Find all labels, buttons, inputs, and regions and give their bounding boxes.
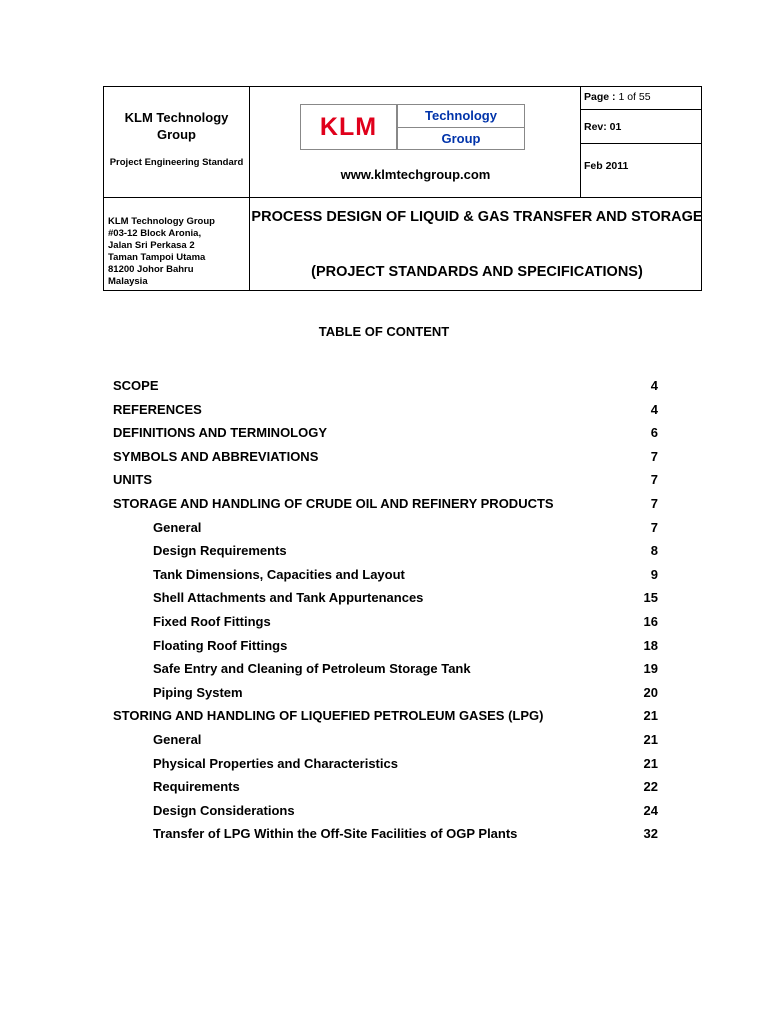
toc-entry[interactable] (113, 778, 658, 802)
toc-entry-label: Shell Attachments and Tank Appurtenances (153, 590, 424, 606)
toc-entry-page: 21 (643, 708, 658, 724)
toc-entry-label: REFERENCES (113, 401, 202, 417)
toc-entry[interactable] (113, 684, 658, 708)
toc-heading: TABLE OF CONTENT (318, 324, 450, 339)
logo-group-text: Group (441, 131, 481, 146)
toc-entry-label: STORING AND HANDLING OF LIQUEFIED PETROLEUM GASES (LPG) (113, 708, 544, 724)
divider (580, 109, 701, 110)
toc-entry-label: Floating Roof Fittings (153, 637, 288, 653)
toc-entry-page: 7 (650, 448, 658, 464)
toc-entry-label: Design Considerations (153, 802, 295, 818)
toc-entry-page: 8 (650, 543, 658, 559)
document-title: PROCESS DESIGN OF LIQUID & GAS TRANSFER AND STORAGE (251, 209, 703, 225)
toc-entry-page: 19 (643, 661, 658, 677)
toc-entry-label: Physical Properties and Characteristics (153, 755, 398, 771)
divider (580, 87, 581, 197)
document-type: Project Engineering Standard (109, 157, 244, 168)
toc-entry[interactable] (113, 377, 658, 401)
toc-entry[interactable] (113, 825, 658, 849)
divider (580, 143, 701, 144)
revision: Rev: 01 (584, 121, 622, 133)
website-url: www.klmtechgroup.com (340, 167, 491, 182)
toc-entry-label: Fixed Roof Fittings (153, 613, 271, 629)
toc-entry-page: 21 (643, 755, 658, 771)
page-value: 1 of 55 (618, 91, 651, 103)
logo-text-box (397, 104, 525, 150)
company-address: KLM Technology Group #03-12 Block Aronia, Jalan Sri Perkasa 2 Taman Tampoi Utama 81200 Johor Bahru Malaysia (108, 216, 215, 287)
toc-entry[interactable] (113, 731, 658, 755)
toc-entry[interactable] (113, 660, 658, 684)
divider (249, 87, 250, 290)
toc-entry-page: 18 (643, 637, 658, 653)
toc-entry-label: Transfer of LPG Within the Off-Site Facilities of OGP Plants (153, 826, 518, 842)
document-subtitle: (PROJECT STANDARDS AND SPECIFICATIONS) (311, 264, 643, 280)
logo-klm-text: KLM (319, 112, 378, 141)
toc-entry[interactable] (113, 707, 658, 731)
toc-entry-page: 6 (650, 425, 658, 441)
toc-entry[interactable] (113, 542, 658, 566)
toc-entry-label: DEFINITIONS AND TERMINOLOGY (113, 425, 328, 441)
toc-entry-page: 24 (643, 802, 658, 818)
page-label: Page : (584, 91, 616, 103)
toc-entry-page: 9 (650, 566, 658, 582)
toc-entry-page: 4 (650, 401, 658, 417)
logo-klm-box (300, 104, 397, 150)
toc-entry-label: Safe Entry and Cleaning of Petroleum Storage Tank (153, 661, 471, 677)
toc-entry-page: 15 (643, 590, 658, 606)
toc-entry-label: STORAGE AND HANDLING OF CRUDE OIL AND REFINERY PRODUCTS (113, 495, 554, 511)
toc-entry[interactable] (113, 495, 658, 519)
toc-entry-label: General (153, 519, 202, 535)
page-indicator (584, 91, 651, 103)
toc-entry-label: SCOPE (113, 378, 159, 393)
toc-entry-page: 7 (650, 472, 658, 488)
toc-entry[interactable] (113, 802, 658, 826)
toc-entry[interactable] (113, 471, 658, 495)
toc-entry[interactable] (113, 589, 658, 613)
toc-entry-page: 21 (643, 731, 658, 747)
toc-entry-page: 32 (643, 826, 658, 842)
toc-entry-page: 4 (650, 378, 658, 393)
header-table (103, 86, 702, 291)
toc-entry-label: Tank Dimensions, Capacities and Layout (153, 566, 405, 582)
logo-divider (398, 127, 524, 128)
toc-entry-page: 7 (650, 519, 658, 535)
toc-entry[interactable] (113, 566, 658, 590)
toc-entry-label: Requirements (153, 779, 240, 795)
toc-entry[interactable] (113, 755, 658, 779)
toc-entry-label: General (153, 731, 202, 747)
toc-entry[interactable] (113, 424, 658, 448)
toc-entry[interactable] (113, 401, 658, 425)
table-of-contents (113, 377, 658, 849)
klm-logo (300, 104, 527, 152)
toc-entry-label: SYMBOLS AND ABBREVIATIONS (113, 448, 319, 464)
divider (104, 197, 701, 198)
toc-entry[interactable] (113, 519, 658, 543)
toc-entry-label: Piping System (153, 684, 243, 700)
toc-entry-page: 7 (650, 495, 658, 511)
toc-entry[interactable] (113, 613, 658, 637)
logo-technology-text: Technology (425, 108, 497, 123)
issue-date: Feb 2011 (584, 160, 629, 172)
company-name: KLM Technology Group (124, 110, 229, 142)
toc-entry-page: 16 (643, 613, 658, 629)
toc-entry[interactable] (113, 448, 658, 472)
toc-entry-page: 22 (643, 779, 658, 795)
toc-entry-page: 20 (643, 684, 658, 700)
toc-entry-label: Design Requirements (153, 543, 287, 559)
toc-entry[interactable] (113, 637, 658, 661)
toc-entry-label: UNITS (113, 472, 152, 488)
